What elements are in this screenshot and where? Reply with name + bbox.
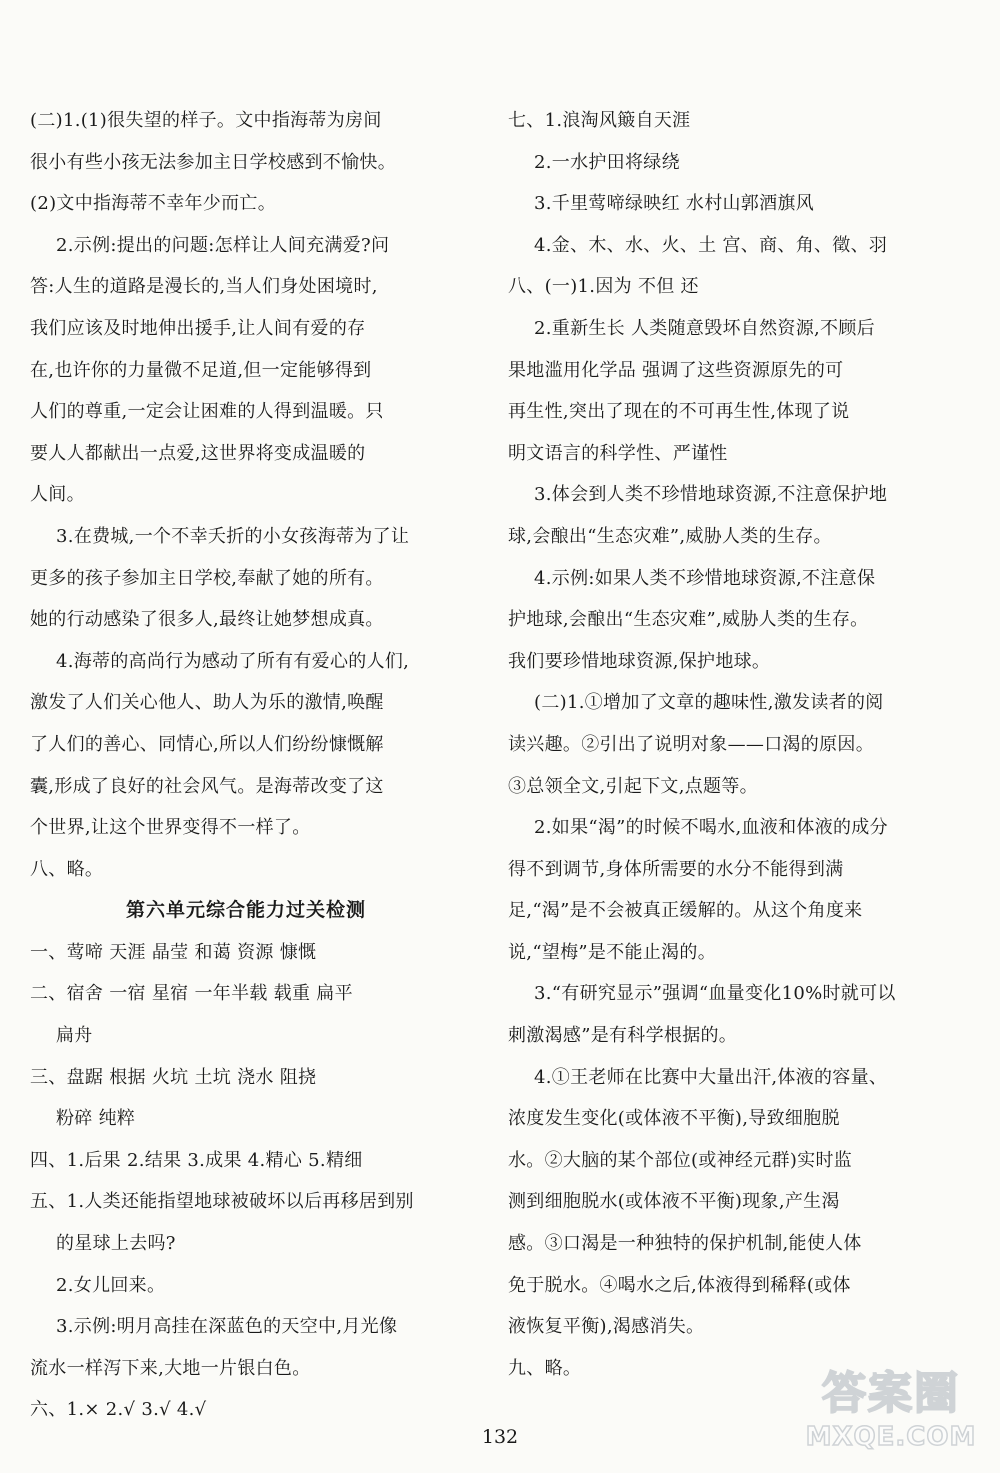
- right-column-line: 3.“有研究显示”强调“血量变化10%时就可以: [534, 983, 896, 1005]
- left-column-line: 的星球上去吗?: [56, 1233, 176, 1255]
- left-column-line: 答:人生的道路是漫长的,当人们身处困境时,: [30, 276, 378, 298]
- right-column-line: 水。②大脑的某个部位(或神经元群)实时监: [508, 1149, 853, 1171]
- left-column-line: 4.海蒂的高尚行为感动了所有有爱心的人们,: [56, 650, 410, 672]
- right-column-line: 护地球,会酿出“生态灾难”,威胁人类的生存。: [508, 609, 869, 631]
- right-column-line: 果地滥用化学品 强调了这些资源原先的可: [508, 359, 844, 381]
- right-column-line: 3.千里莺啼绿映红 水村山郭酒旗风: [534, 193, 814, 215]
- left-column-line: 粉碎 纯粹: [56, 1108, 136, 1130]
- left-column-line: 三、盘踞 根据 火坑 土坑 浇水 阻挠: [30, 1066, 317, 1088]
- right-column-line: 得不到调节,身体所需要的水分不能得到满: [508, 858, 844, 880]
- left-column-line: 囊,形成了良好的社会风气。是海蒂改变了这: [30, 775, 384, 797]
- left-column-line: 2.女儿回来。: [56, 1274, 166, 1296]
- right-column-line: 明文语言的科学性、严谨性: [508, 442, 728, 464]
- right-column-line: 3.体会到人类不珍惜地球资源,不注意保护地: [534, 484, 888, 506]
- right-column-line: 液恢复平衡),渴感消失。: [508, 1316, 705, 1338]
- left-column-line: 要人人都献出一点爱,这世界将变成温暖的: [30, 442, 366, 464]
- section-title: 第六单元综合能力过关检测: [125, 899, 366, 922]
- right-column-line: 足,“渴”是不会被真正缓解的。从这个角度来: [508, 900, 863, 922]
- left-column-line: 在,也许你的力量微不足道,但一定能够得到: [30, 359, 372, 381]
- right-column-line: 再生性,突出了现在的不可再生性,体现了说: [508, 401, 850, 423]
- right-column-line: 2.重新生长 人类随意毁坏自然资源,不顾后: [534, 317, 875, 339]
- left-column-line: 激发了人们关心他人、助人为乐的激情,唤醒: [30, 692, 384, 714]
- right-column-line: 八、(一)1.因为 不但 还: [508, 276, 699, 298]
- right-column-line: 刺激渴感”是有科学根据的。: [508, 1025, 738, 1047]
- right-column-line: (二)1.①增加了文章的趣味性,激发读者的阅: [534, 692, 884, 714]
- watermark-url: MXQE.COM: [805, 1422, 977, 1452]
- right-column-line: 测到细胞脱水(或体液不平衡)现象,产生渴: [508, 1191, 840, 1213]
- left-column-line: 个世界,让这个世界变得不一样了。: [30, 817, 311, 839]
- left-column-line: 六、1.× 2.√ 3.√ 4.√: [30, 1399, 207, 1421]
- watermark-logo: [796, 1367, 986, 1463]
- left-column-line: 更多的孩子参加主日学校,奉献了她的所有。: [30, 567, 384, 589]
- right-column-line: 浓度发生变化(或体液不平衡),导致细胞脱: [508, 1108, 840, 1130]
- right-column-line: 2.如果“渴”的时候不喝水,血液和体液的成分: [534, 817, 888, 839]
- left-column-line: 3.示例:明月高挂在深蓝色的天空中,月光像: [56, 1316, 398, 1338]
- left-column-line: 很小有些小孩无法参加主日学校感到不愉快。: [30, 151, 396, 173]
- watermark-logo-text: 答案圈: [822, 1368, 960, 1419]
- left-column-line: 她的行动感染了很多人,最终让她梦想成真。: [30, 609, 384, 631]
- left-column-line: 四、1.后果 2.结果 3.成果 4.精心 5.精细: [30, 1149, 363, 1171]
- right-column-line: 4.示例:如果人类不珍惜地球资源,不注意保: [534, 567, 876, 589]
- right-column-line: 我们要珍惜地球资源,保护地球。: [508, 650, 771, 672]
- left-column-line: 人间。: [30, 484, 85, 506]
- left-column-line: 2.示例:提出的问题:怎样让人间充满爱?问: [56, 234, 390, 256]
- right-column-line: 球,会酿出“生态灾难”,威胁人类的生存。: [508, 525, 832, 547]
- left-column-line: (2)文中指海蒂不幸年少而亡。: [30, 193, 276, 215]
- right-column-line: 2.一水护田将绿绕: [534, 151, 680, 173]
- left-column-line: 八、略。: [30, 858, 104, 880]
- right-column: [508, 100, 968, 1389]
- left-column-line: 流水一样泻下来,大地一片银白色。: [30, 1357, 311, 1379]
- right-column-line: 4.金、木、水、火、土 宫、商、角、徵、羽: [534, 234, 888, 256]
- right-column-line: 4.①王老师在比赛中大量出汗,体液的容量、: [534, 1066, 888, 1088]
- right-column-line: 七、1.浪淘风簸自天涯: [508, 110, 691, 131]
- left-column-line: 一、莺啼 天涯 晶莹 和蔼 资源 慷慨: [30, 941, 317, 963]
- page-number: 132: [481, 1426, 519, 1448]
- right-column-line: 读兴趣。②引出了说明对象——口渴的原因。: [508, 733, 874, 755]
- left-column-line: 我们应该及时地伸出援手,让人间有爱的存: [30, 317, 366, 339]
- right-column-line: 说,“望梅”是不能止渴的。: [508, 941, 717, 963]
- left-column: [30, 100, 462, 1431]
- left-column-line: 了人们的善心、同情心,所以人们纷纷慷慨解: [30, 733, 384, 755]
- left-column-line: 二、宿舍 一宿 星宿 一年半载 载重 扁平: [30, 983, 353, 1005]
- right-column-line: 九、略。: [508, 1357, 582, 1379]
- right-column-line: 免于脱水。④喝水之后,体液得到稀释(或体: [508, 1274, 851, 1296]
- left-column-line: 五、1.人类还能指望地球被破坏以后再移居到别: [30, 1191, 414, 1213]
- left-column-line: 人们的尊重,一定会让困难的人得到温暖。只: [30, 401, 384, 423]
- left-column-line: 3.在费城,一个不幸夭折的小女孩海蒂为了让: [56, 525, 410, 547]
- left-column-line: 扁舟: [56, 1025, 93, 1047]
- right-column-line: 感。③口渴是一种独特的保护机制,能使人体: [508, 1233, 862, 1255]
- left-column-line: (二)1.(1)很失望的样子。文中指海蒂为房间: [30, 110, 382, 131]
- right-column-line: ③总领全文,引起下文,点题等。: [508, 775, 758, 797]
